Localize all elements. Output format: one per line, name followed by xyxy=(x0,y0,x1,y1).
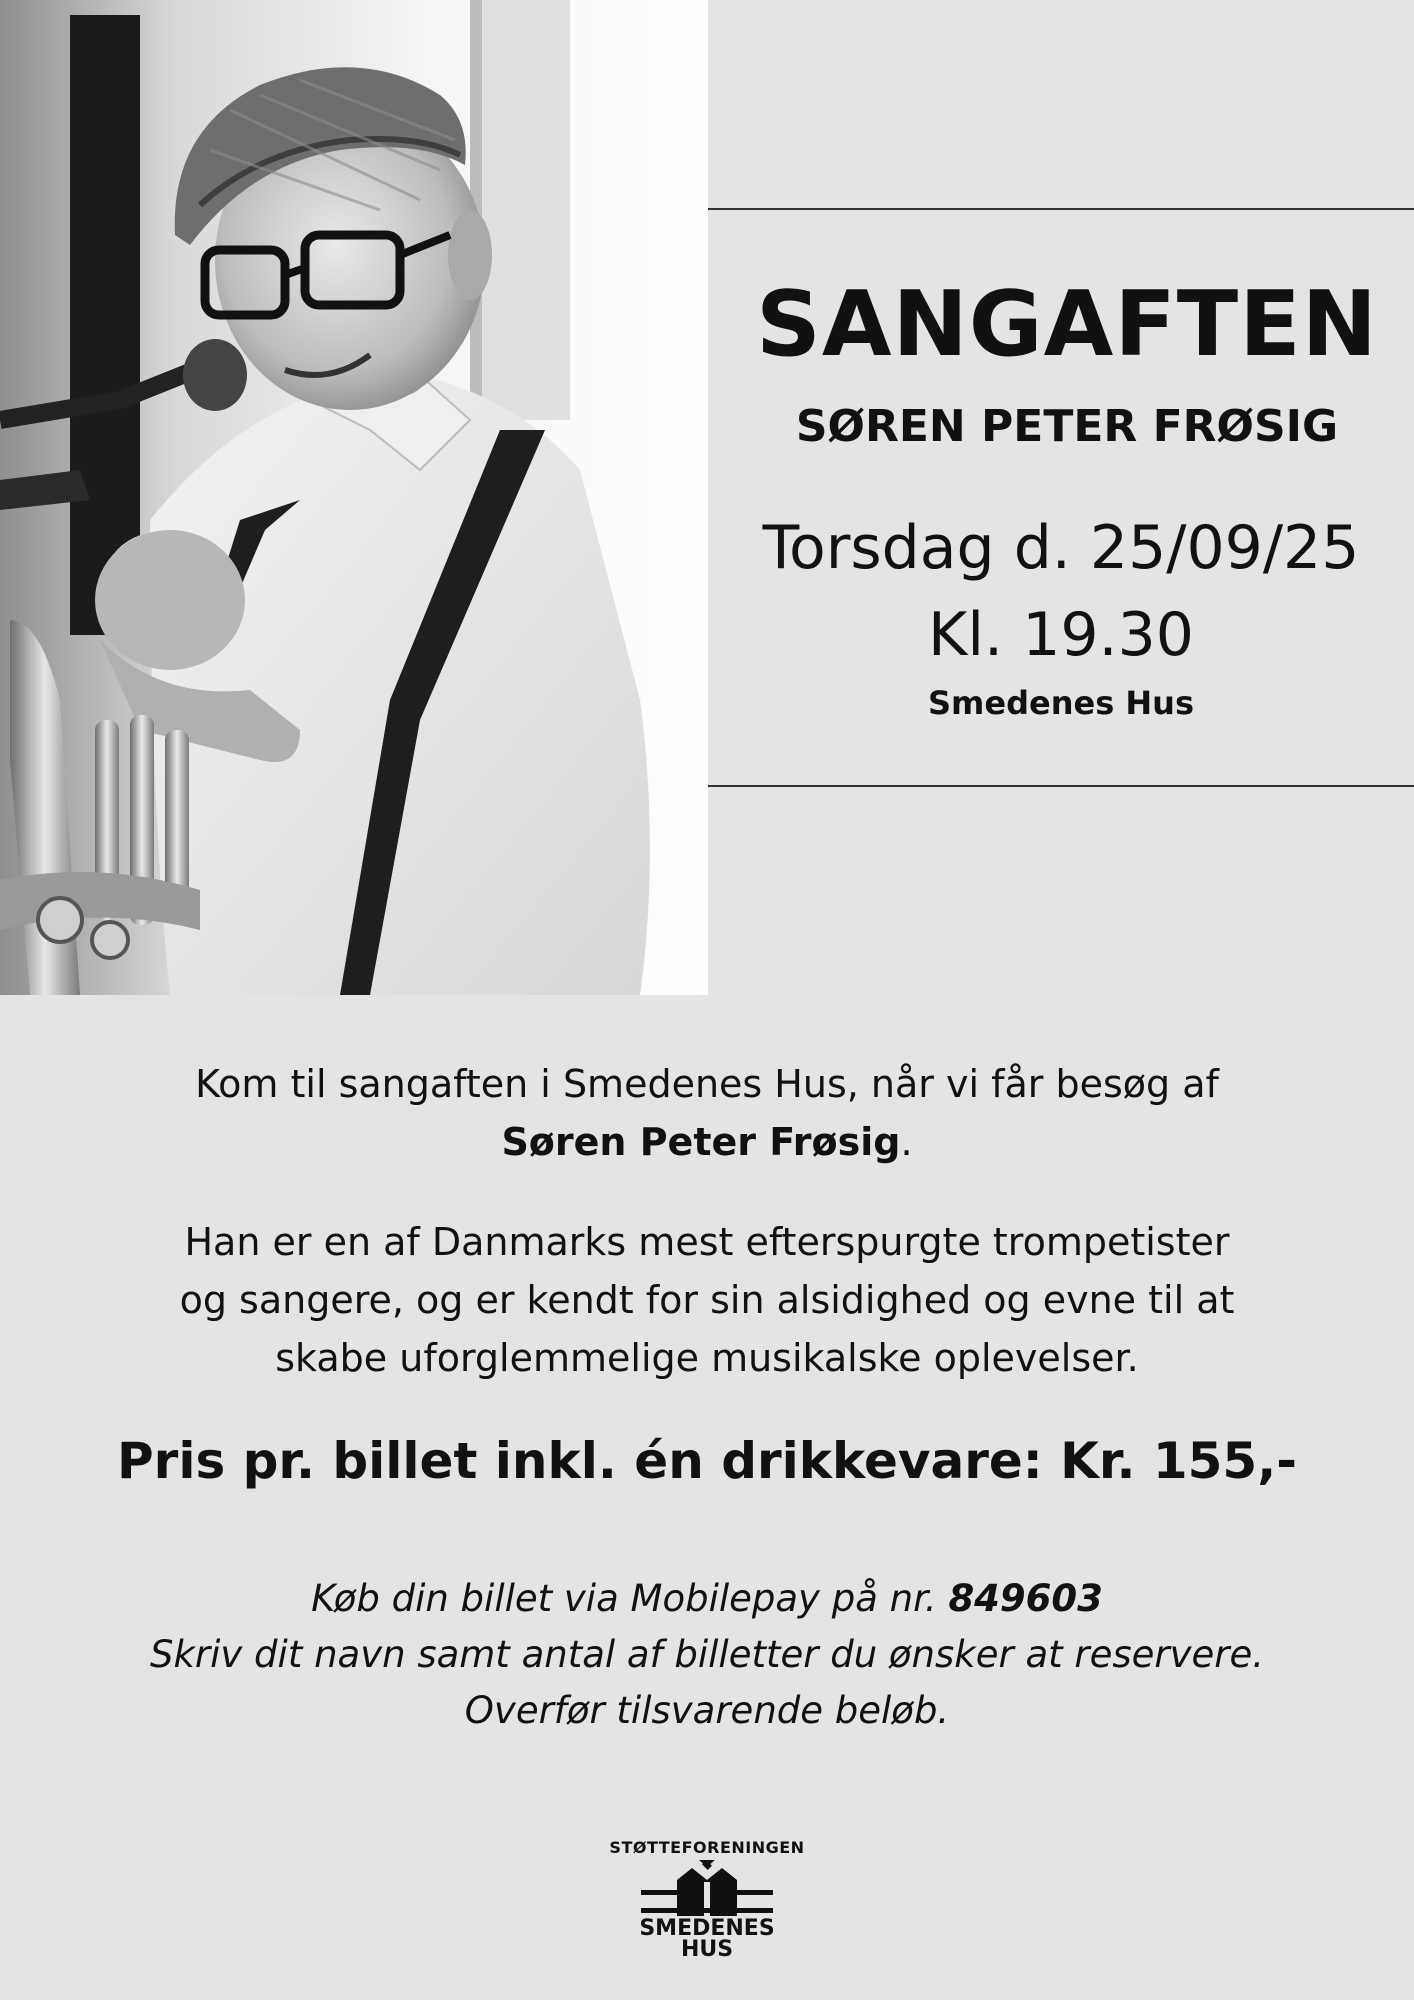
event-date: Torsdag d. 25/09/25 xyxy=(762,513,1360,583)
purchase-instructions xyxy=(100,1571,1314,1739)
description-line-1: Han er en af Danmarks mest efterspurgte trompetister xyxy=(184,1220,1230,1264)
house-icon xyxy=(637,1860,777,1916)
buy-line-3: Overfør tilsvarende beløb. xyxy=(464,1689,950,1732)
description-line-3: skabe uforglemmelige musikalske oplevelser. xyxy=(275,1336,1139,1380)
intro-line: Kom til sangaften i Smedenes Hus, når vi får besøg af xyxy=(195,1062,1219,1106)
logo-name-line-2: HUS xyxy=(680,1937,734,1962)
mobilepay-number: 849603 xyxy=(948,1577,1103,1620)
event-description xyxy=(100,1055,1314,1739)
smedenes-hus-logo xyxy=(557,1832,857,1972)
buy-line-1: Køb din billet via Mobilepay på nr. xyxy=(311,1577,949,1620)
ticket-price: Pris pr. billet inkl. én drikkevare: Kr. 155,- xyxy=(117,1432,1297,1490)
description-paragraph xyxy=(100,1213,1314,1387)
buy-line-2: Skriv dit navn samt antal af billetter du ønsker at reservere. xyxy=(149,1633,1265,1676)
intro-performer: Søren Peter Frøsig xyxy=(501,1120,901,1164)
event-venue: Smedenes Hus xyxy=(928,684,1194,722)
logo-org: STØTTEFORENINGEN xyxy=(609,1838,805,1857)
event-time: Kl. 19.30 xyxy=(928,600,1194,670)
performer-name: SØREN PETER FRØSIG xyxy=(795,401,1339,452)
logo-name-line-1: SMEDENES xyxy=(639,1916,775,1941)
divider-bottom xyxy=(708,785,1414,787)
event-title: SANGAFTEN xyxy=(756,272,1378,377)
intro-paragraph xyxy=(100,1055,1314,1171)
intro-period: . xyxy=(900,1120,913,1164)
description-line-2: og sangere, og er kendt for sin alsidighed og evne til at xyxy=(179,1278,1235,1322)
musician-photo xyxy=(0,0,708,995)
event-header xyxy=(708,210,1414,785)
